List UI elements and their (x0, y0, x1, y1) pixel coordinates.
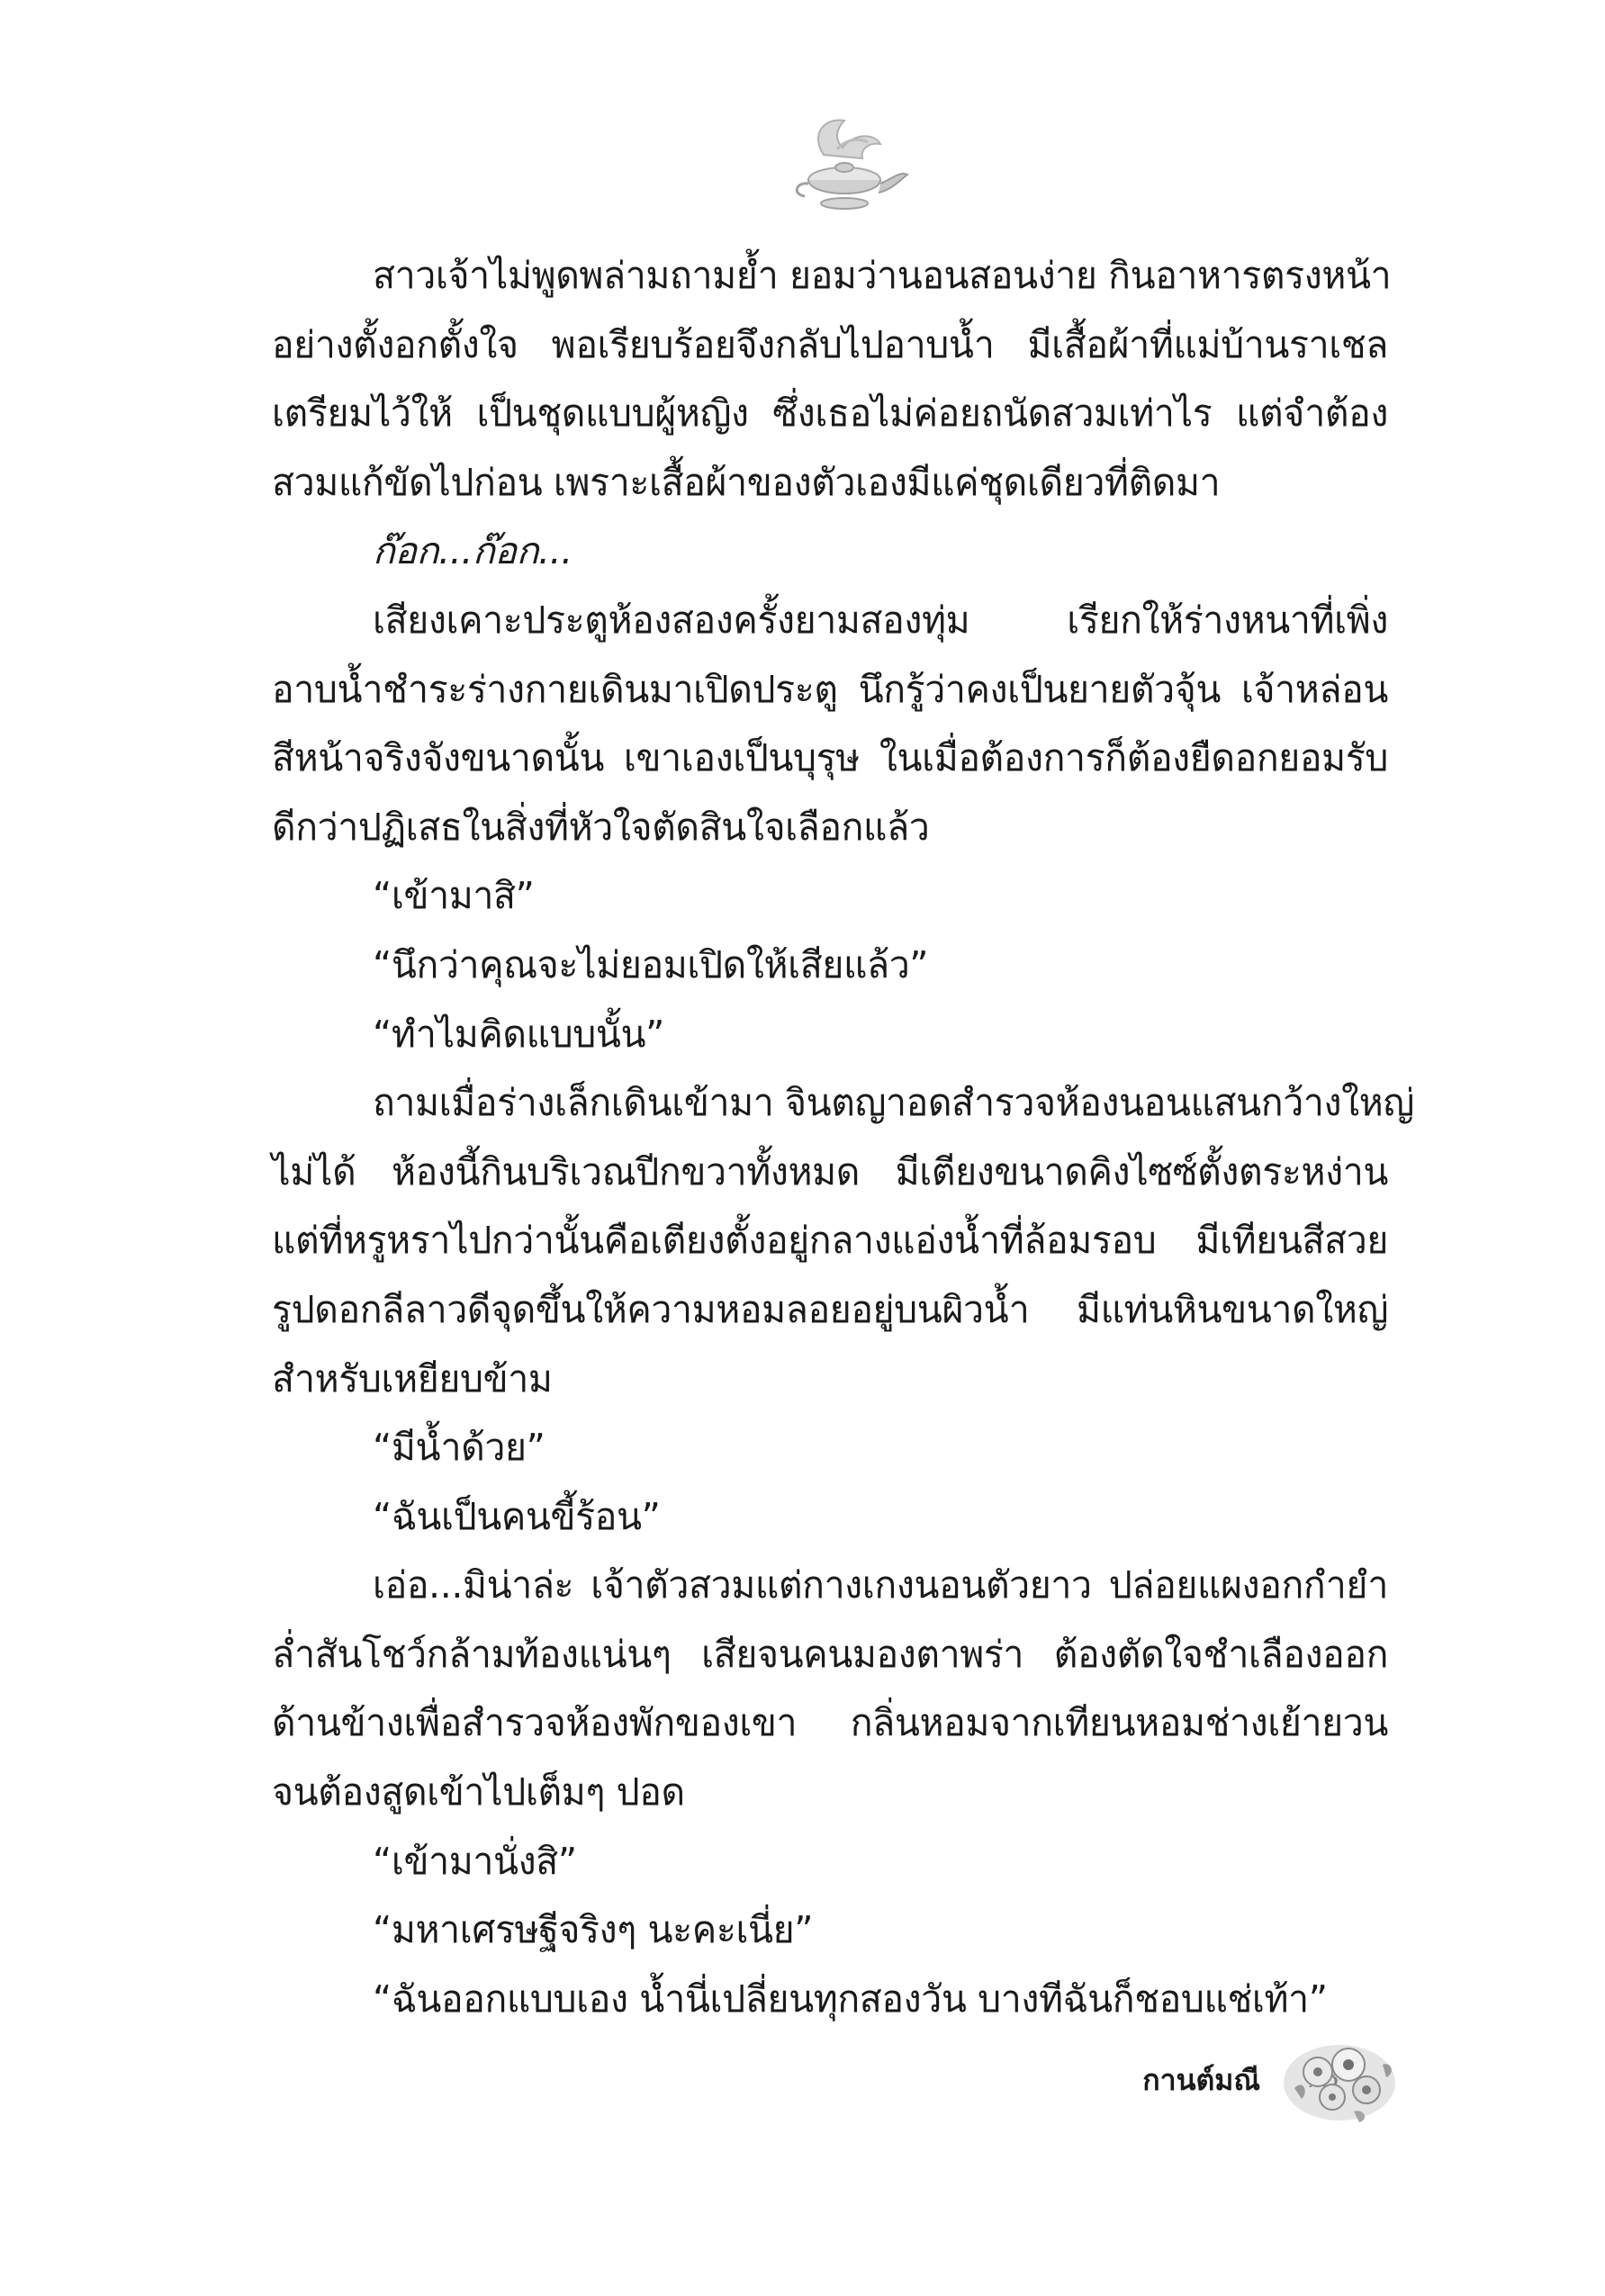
text-line: จนต้องสูดเข้าไปเต็มๆ ปอด (272, 1770, 685, 1814)
text-line: “ฉันเป็นคนขี้ร้อน” (373, 1494, 661, 1538)
text-line: เตรียมไว้ให้ เป็นชุดแบบผู้หญิง ซึ่งเธอไม่ค่อยถนัดสวมเท่าไร แต่จำต้อง (272, 392, 1388, 436)
text-line: สาวเจ้าไม่พูดพล่ามถามย้ำ ยอมว่านอนสอนง่าย กินอาหารตรงหน้า (373, 254, 1392, 297)
text-line: “เข้ามานั่งสิ” (373, 1839, 577, 1883)
text-line: เสียงเคาะประตูห้องสองครั้งยามสองทุ่ม เรียกให้ร่างหนาที่เพิ่ง (373, 598, 1388, 642)
text-line: สำหรับเหยียบข้าม (272, 1356, 553, 1400)
text-line: ไม่ได้ ห้องนี้กินบริเวณปีกขวาทั้งหมด มีเตียงขนาดคิงไซซ์ตั้งตระหง่าน (272, 1149, 1388, 1193)
text-line: สีหน้าจริงจังขนาดนั้น เขาเองเป็นบุรุษ ในเมื่อต้องการก็ต้องยืดอกยอมรับ (272, 736, 1388, 780)
text-line: “ฉันออกแบบเอง น้ำนี่เปลี่ยนทุกสองวัน บางทีฉันก็ชอบแช่เท้า” (373, 1976, 1328, 2021)
text-line: รูปดอกลีลาวดีจุดขึ้นให้ความหอมลอยอยู่บนผิวน้ำ มีแท่นหินขนาดใหญ่ (272, 1287, 1388, 1331)
text-line: แต่ที่หรูหราไปกว่านั้นคือเตียงตั้งอยู่กลางแอ่งน้ำที่ล้อมรอบ มีเทียนสีสวย (272, 1219, 1388, 1263)
text-line: อาบน้ำชำระร่างกายเดินมาเปิดประตู นึกรู้ว่าคงเป็นยายตัวจุ้น เจ้าหล่อน (272, 667, 1388, 711)
magic-lamp-icon (774, 108, 918, 234)
book-title: กานต์มณี (1142, 2063, 1260, 2097)
text-line: ถามเมื่อร่างเล็กเดินเข้ามา จินตญาอดสำรวจห้องนอนแสนกว้างใหญ่ (373, 1081, 1414, 1125)
text-line: “ทำไมคิดแบบนั้น” (373, 1012, 664, 1056)
text-line: ดีกว่าปฏิเสธในสิ่งที่หัวใจตัดสินใจเลือกแล้ว (272, 805, 930, 849)
text-line: สวมแก้ขัดไปก่อน เพราะเสื้อผ้าของตัวเองมีแค่ชุดเดียวที่ติดมา (272, 460, 1221, 504)
text-line: เอ่อ...มิน่าล่ะ เจ้าตัวสวมแต่กางเกงนอนตัวยาว ปล่อยแผงอกกำยำ (373, 1563, 1388, 1607)
text-line: “มีน้ำด้วย” (373, 1426, 546, 1470)
text-line: “นึกว่าคุณจะไม่ยอมเปิดให้เสียแล้ว” (373, 942, 929, 986)
text-line: อย่างตั้งอกตั้งใจ พอเรียบร้อยจึงกลับไปอาบน้ำ มีเสื้อผ้าที่แม่บ้านราเชล (272, 322, 1388, 366)
flower-bouquet-icon (1276, 2025, 1402, 2133)
text-line: ก๊อก...ก๊อก... (373, 529, 573, 573)
text-line: “มหาเศรษฐีจริงๆ นะคะเนี่ย” (373, 1908, 814, 1952)
text-line: ด้านข้างเพื่อสำรวจห้องพักของเขา กลิ่นหอมจากเทียนหอมช่างเย้ายวน (272, 1701, 1388, 1745)
text-line: ล่ำสันโชว์กล้ามท้องแน่นๆ เสียจนคนมองตาพร่า ต้องตัดใจชำเลืองออก (272, 1632, 1388, 1676)
text-line: “เข้ามาสิ” (373, 874, 535, 918)
body-text (272, 241, 1414, 2033)
